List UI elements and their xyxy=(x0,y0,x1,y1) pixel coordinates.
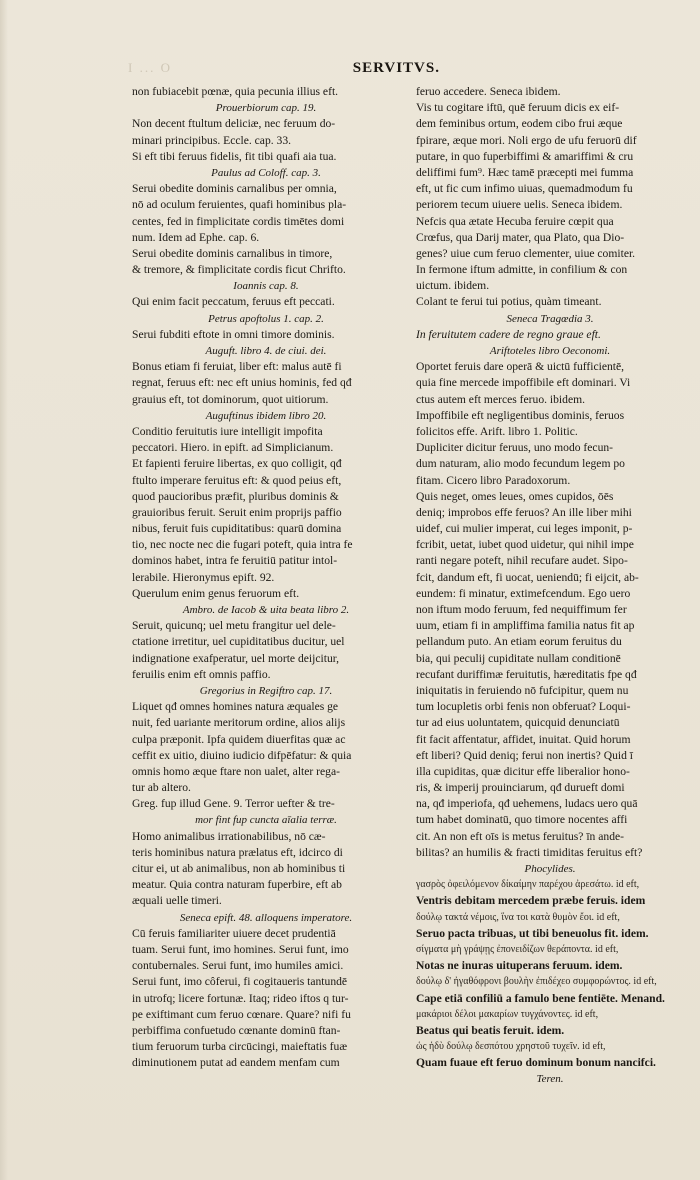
text-line: Dupliciter dicitur feruus, uno modo fecun- xyxy=(416,441,614,455)
text-line: Notas ne inuras uituperans feruum. idem. xyxy=(416,959,623,973)
text-line: Vis tu cogitare iftū, quē feruum dicis ex eif- xyxy=(416,101,620,115)
text-line: tur ad eius uoluntatem, quicquid denunciatū xyxy=(416,716,620,730)
text-line: Auguftinus ibidem libro 20. xyxy=(205,409,327,422)
text-line: Phocylides. xyxy=(524,863,576,875)
text-line: Quis neget, omes leues, omes cupidos, ōēs xyxy=(416,489,614,503)
text-line: nuit, fed uariante meritorum ordine, alios alijs xyxy=(132,716,346,730)
text-line: feruo accedere. Seneca ibidem. xyxy=(416,85,561,98)
text-line: indignatione exafperatur, uel morte deijcitur, xyxy=(132,651,340,665)
text-line: na, qđ imperiofa, qđ uehemens, ludacs uero quā xyxy=(416,797,638,811)
text-line: Impoffibile eft negligentibus dominis, feruos xyxy=(416,408,625,422)
text-line: omnis homo æque ftare non ualet, alter rega- xyxy=(132,764,340,778)
text-line: fitam. Cicero libro Paradoxorum. xyxy=(416,473,571,487)
text-line: Conditio feruitutis iure intelligit impofita xyxy=(132,424,323,438)
text-line: contubernales. Serui funt, imo humiles amici. xyxy=(132,959,344,973)
text-line: fcit, dandum eft, fi uocat, ueniendū; fi eijcit, ab- xyxy=(416,570,639,584)
text-line: fpirare, æque mori. Noli ergo de ufu feruorū dif xyxy=(416,133,637,147)
text-line: uidef, cui mulier imperat, cui leges imponit, p- xyxy=(416,522,633,536)
text-line: tur ab altero. xyxy=(132,781,191,795)
text-line: regnat, feruus eft: nec eft unius hominis, fed qđ xyxy=(132,376,352,390)
text-line: In feruitutem cadere de regno graue eft. xyxy=(416,327,601,341)
text-line: meatur. Quia contra naturam fuperbire, eft ab xyxy=(132,878,342,892)
text-line: pellandum puto. An etiam eorum feruitus du xyxy=(416,635,622,649)
text-line: feruilis enim eft omnis paffio. xyxy=(132,667,271,681)
text-line: cit. An non eft oīs is metus feruitus? īn ande- xyxy=(416,829,625,843)
text-line: Teren. xyxy=(536,1073,564,1086)
text-line: quod paucioribus præfit, pluribus dominis & xyxy=(132,489,339,503)
text-line: nibus, feruit fuis cupiditatibus: quarū domina xyxy=(132,522,342,536)
text-line: diminutionem putat ad eandem menfam cum xyxy=(132,1056,340,1070)
text-line: mor fint fup cuncta aīalia terræ. xyxy=(195,814,337,827)
text-line: Ioannis cap. 8. xyxy=(233,280,299,293)
text-line: dominos habet, intra fe feruitiū patitur intol- xyxy=(132,554,338,568)
text-line: culpa præponit. Ipfa quidem diuerfitas quæ ac xyxy=(132,732,346,746)
text-line: Quam fuaue eft feruo dominum bonum nancifci. xyxy=(416,1056,656,1070)
text-line: quia fine mercede impoffibile eft dominari. Vi xyxy=(416,376,631,390)
right-text-column xyxy=(416,84,684,1088)
page-mark: I ... O xyxy=(128,60,172,75)
text-line: ceffit ex uitio, diuino iudicio difpēfatur: & quia xyxy=(132,748,352,762)
text-line: minari principibus. Eccle. cap. 33. xyxy=(132,133,292,147)
text-line: illa cupiditas, quæ dicitur effe liberalior hono- xyxy=(416,764,630,778)
text-line: periorem tecum uiuere uelis. Seneca ibidem. xyxy=(416,198,623,212)
text-line: bia, qui peculij cupiditate nullam conditionē xyxy=(416,651,621,665)
text-line: Ambro. de Iacob & uita beata libro 2. xyxy=(182,604,350,616)
text-line: nō ad oculum feruientes, quafi hominibus pla- xyxy=(132,198,347,212)
text-line: & tremore, & fimplicitate cordis ficut Chrifto. xyxy=(132,263,346,277)
text-line: grauioribus feruit. Seruit enim proprijs paffio xyxy=(132,505,342,519)
text-line: Colant te ferui tui potius, quàm timeant. xyxy=(416,295,602,309)
text-line: deliffimi fum⁹. Hæc tamē præcepti mei fumma xyxy=(416,165,634,179)
text-line: perbiffima confuetudo cœnante dominū ftan- xyxy=(132,1023,341,1037)
text-line: Serui obedite dominis carnalibus per omnia, xyxy=(132,182,337,196)
text-line: non iftum modo feruum, fed nequiffimum fer xyxy=(416,603,627,616)
text-line: num. Idem ad Ephe. cap. 6. xyxy=(132,230,260,244)
text-line: ftulto imperare feruitus eft: & quod peius eft, xyxy=(132,473,342,487)
text-line: Paulus ad Coloff. cap. 3. xyxy=(211,166,321,179)
text-line: tum locupletis orbi fenis non obferuat? Loqui- xyxy=(416,700,631,714)
text-line: Et fapienti feruire libertas, ex quo colligit, qđ xyxy=(132,457,342,471)
text-line: ctatione irretitur, uel cupiditatibus ducitur, uel xyxy=(132,635,345,649)
text-line: Cape etiā confiliū a famulo bene fentiēte. Menand. xyxy=(416,991,665,1005)
text-line: in utrofq; licere fortunæ. Itaq; rideo iftos q tur- xyxy=(132,991,349,1005)
page-gutter-shadow xyxy=(0,0,8,1180)
text-line: æquali uelle timeri. xyxy=(132,894,222,908)
text-line: uum, etiam fi in ampliffima familia natus fit ap xyxy=(416,619,635,633)
text-line: eundem: fi minatur, extimefcendum. Ego uero xyxy=(416,586,631,600)
text-line: centes, fed in fimplicitate cordis timētes domi xyxy=(132,214,345,228)
text-line: uictum. ibidem. xyxy=(416,279,490,293)
text-line: dum naturam, alio modo fecundum legem po xyxy=(416,457,625,471)
text-line: Qui enim facit peccatum, feruus eft peccati. xyxy=(132,295,335,309)
text-line: genes? uiue cum feruo clementer, uiue comiter. xyxy=(416,246,636,260)
text-line: iniquitatis in feruiendo nō fufcipitur, quem nu xyxy=(416,683,629,697)
text-line: grauius eft, tot dominorum, quot uitiorum. xyxy=(132,392,329,406)
text-line: Cū feruis familiariter uiuere decet prudentiā xyxy=(132,926,336,940)
text-line: lerabile. Hieronymus epift. 92. xyxy=(132,570,275,584)
text-line: ctus autem eft merces feruo. ibidem. xyxy=(416,392,586,406)
text-line: δούλῳ τακτά νέμοις, ἵνα τοι κατὰ θυμὸν ἔοι. id eft, xyxy=(416,911,620,923)
text-line: Bonus etiam fi feruiat, liber eft: malus autē fi xyxy=(132,360,342,374)
text-line: Prouerbiorum cap. 19. xyxy=(215,102,317,115)
text-line: In fermone iftum admitte, in confilium & con xyxy=(416,263,628,277)
text-line: eft liberi? Quid deniq; ferui non inertis? Quid ī xyxy=(416,748,634,762)
text-line: Oportet feruis dare operā & uictū fufficientē, xyxy=(416,360,625,374)
text-line: Seneca Tragœdia 3. xyxy=(506,312,594,325)
text-line: Greg. fup illud Gene. 9. Terror uefter & tre- xyxy=(132,797,335,811)
text-line: dem feminibus ortum, eodem cibo frui æque xyxy=(416,117,623,131)
text-line: eft, ut fic cum infimo uiuas, quemadmodum fu xyxy=(416,182,633,196)
text-line: δούλῳ δ' ἠγαθόφρονι βουλὴν ἐπιδέχεο συμφορώντος. id eft, xyxy=(416,976,657,988)
text-line: putare, in quo fuperbiffimi & amariffimi & cru xyxy=(416,149,634,163)
text-line: tuam. Serui funt, imo homines. Serui funt, imo xyxy=(132,942,349,956)
text-line: Serui fubditi eftote in omni timore dominis. xyxy=(132,327,335,341)
text-line: Si eft tibi feruus fidelis, fit tibi quafi aia tua. xyxy=(132,149,337,163)
text-line: ranti negare poteft, nihil recufare audet. Sipo- xyxy=(416,554,628,568)
text-line: Crœfus, qua Darij mater, qua Plato, qua Dio- xyxy=(416,230,625,244)
page-header xyxy=(128,60,668,80)
text-line: Homo animalibus irrationabilibus, nō cæ- xyxy=(132,829,326,843)
text-line: tium feruorum turba circūcingi, maieftatis fuæ xyxy=(132,1040,348,1054)
text-line: Liquet qđ omnes homines natura æquales ge xyxy=(132,700,339,714)
text-line: Nefcis qua ætate Hecuba feruire cœpit qua xyxy=(416,214,614,228)
text-line: Non decent ftultum deliciæ, nec feruum do- xyxy=(132,117,336,131)
text-line: bilitas? an humilis & fracti timiditas feruitus eft? xyxy=(416,845,643,859)
text-line: μακάριοι δέλοι μακαρίων τυγχάνοντες. id eft, xyxy=(416,1008,599,1020)
running-title: SERVITVS. xyxy=(352,60,440,76)
text-line: Seruit, quicunq; uel metu frangitur uel dele- xyxy=(132,619,336,633)
text-line: folicitos effe. Arift. libro 1. Politic. xyxy=(416,424,578,438)
text-line: teris hominibus natura prælatus eft, idcirco di xyxy=(132,845,343,859)
text-line: Gregorius in Regiftro cap. 17. xyxy=(199,684,333,697)
text-line: Serui obedite dominis carnalibus in timore, xyxy=(132,246,333,260)
text-line: fcribit, uetat, iubet quod uidetur, qui nihil impe xyxy=(416,538,634,552)
text-line: σίγματα μὴ γράψῃς ἐπονειδίζων θεράποντα. id eft, xyxy=(416,943,619,955)
text-line: γασρὸς ὀφειλόμενον δίκαίμην παρέχου ἀρεσάτω. id eft, xyxy=(416,879,640,891)
text-line: ὡς ἡδὺ δούλῳ δεσπότου χρηστοῦ τυχεῖν. id eft, xyxy=(416,1041,606,1053)
text-line: Petrus apoftolus 1. cap. 2. xyxy=(208,312,324,325)
text-line: pe exiftimant cum feruo cœnare. Quare? nifi fu xyxy=(132,1007,351,1021)
text-line: Ariftoteles libro Oeconomi. xyxy=(489,345,611,357)
text-line: Serui funt, imo côferui, fi cogitaueris tantundē xyxy=(132,975,348,989)
text-line: citur ei, ut ab animalibus, non ab hominibus ti xyxy=(132,862,346,875)
text-line: peccatori. Hiero. in epift. ad Simplicianum. xyxy=(132,441,334,455)
text-line: non fubiacebit pœnæ, quia pecunia illius eft. xyxy=(132,85,339,98)
text-line: Beatus qui beatis feruit. idem. xyxy=(416,1023,565,1037)
text-line: ris, & imperij prouinciarum, qđ durueft domi xyxy=(416,781,625,795)
text-line: fit facit affentatur, affidet, inuitat. Quid horum xyxy=(416,732,631,746)
text-line: Querulum enim genus feruorum eft. xyxy=(132,586,300,600)
text-line: deniq; improbos effe feruos? An ille liber mihi xyxy=(416,505,632,519)
text-line: tum habet dominatū, quo timore nocentes affi xyxy=(416,813,628,827)
text-line: Auguft. libro 4. de ciui. dei. xyxy=(205,345,327,357)
text-line: Seneca epift. 48. alloquens imperatore. xyxy=(179,911,353,924)
text-line: tio, nec nocte nec die fugari poteft, quia intra fe xyxy=(132,538,353,552)
text-line: recufant duriffimæ feruitutis, hæreditatis fpe qđ xyxy=(416,667,637,681)
left-text-column xyxy=(132,84,400,1071)
text-line: Seruo pacta tribuas, ut tibi beneuolus fit. idem. xyxy=(416,926,649,940)
text-line: Ventris debitam mercedem præbe feruis. idem xyxy=(416,894,646,908)
